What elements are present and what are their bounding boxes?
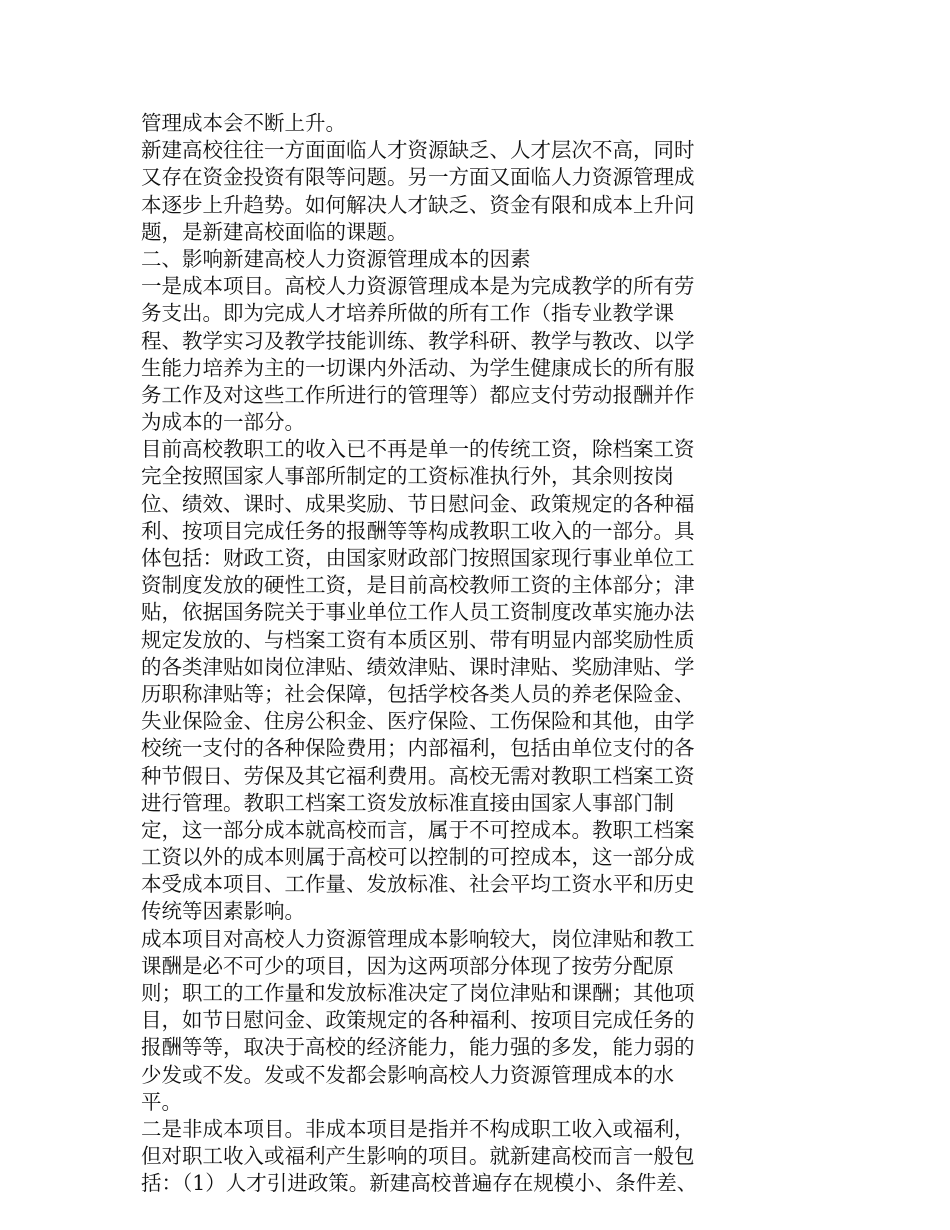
text-line: 务工作及对这些工作所进行的管理等）都应支付劳动报酬并作 [141,382,695,407]
text-line: 程、教学实习及教学技能训练、教学科研、教学与教改、以学 [141,328,695,353]
text-line: 成本项目对高校人力资源管理成本影响较大，岗位津贴和教工 [141,926,695,951]
text-line: 本受成本项目、工作量、发放标准、社会平均工资水平和历史 [141,872,695,897]
text-line: 定，这一部分成本就高校而言，属于不可控成本。教职工档案 [141,817,695,842]
text-line: 题，是新建高校面临的课题。 [141,219,408,244]
text-line: 本逐步上升趋势。如何解决人才缺乏、资金有限和成本上升问 [141,192,695,217]
text-line: 报酬等等，取决于高校的经济能力，能力强的多发，能力弱的 [141,1035,695,1060]
text-line: 体包括：财政工资，由国家财政部门按照国家现行事业单位工 [141,546,695,570]
text-line: 平。 [141,1089,182,1114]
text-line: 目，如节日慰问金、政策规定的各种福利、按项目完成任务的 [141,1008,695,1033]
text-line: 一是成本项目。高校人力资源管理成本是为完成教学的所有劳 [141,274,695,299]
text-line: 目前高校教职工的收入已不再是单一的传统工资，除档案工资 [141,437,695,462]
text-line: 种节假日、劳保及其它福利费用。高校无需对教职工档案工资 [141,763,695,788]
text-line: 历职称津贴等；社会保障，包括学校各类人员的养老保险金、 [141,681,695,706]
text-line: 生能力培养为主的一切课内外活动、为学生健康成长的所有服 [141,355,695,380]
text-line: 规定发放的、与档案工资有本质区别、带有明显内部奖励性质 [141,627,695,652]
text-line: 课酬是必不可少的项目，因为这两项部分体现了按劳分配原 [141,953,674,978]
text-line: 务支出。即为完成人才培养所做的所有工作（指专业教学课 [141,301,674,326]
text-line: 传统等因素影响。 [141,899,305,924]
text-line: 资制度发放的硬性工资，是目前高校教师工资的主体部分；津 [141,573,695,598]
text-line: 括：（1）人才引进政策。新建高校普遍存在规模小、条件差、 [141,1171,698,1196]
text-line: 二是非成本项目。非成本项目是指并不构成职工收入或福利， [141,1116,695,1141]
text-line: 校统一支付的各种保险费用；内部福利，包括由单位支付的各 [141,736,695,761]
text-line: 但对职工收入或福利产生影响的项目。就新建高校而言一般包 [141,1144,695,1169]
text-line: 位、绩效、课时、成果奖励、节日慰问金、政策规定的各种福 [141,491,695,516]
text-line: 贴，依据国务院关于事业单位工作人员工资制度改革实施办法 [141,600,695,625]
text-line: 工资以外的成本则属于高校可以控制的可控成本，这一部分成 [141,845,695,870]
text-line: 又存在资金投资有限等问题。另一方面又面临人力资源管理成 [141,165,695,190]
text-line: 少发或不发。发或不发都会影响高校人力资源管理成本的水 [141,1062,674,1087]
text-line: 则；职工的工作量和发放标准决定了岗位津贴和课酬；其他项 [141,981,695,1005]
text-line: 完全按照国家人事部所制定的工资标准执行外，其余则按岗 [141,464,674,489]
text-line: 进行管理。教职工档案工资发放标准直接由国家人事部门制 [141,790,674,815]
document-body-text [141,110,741,1198]
text-line: 为成本的一部分。 [141,410,305,435]
text-line: 失业保险金、住房公积金、医疗保险、工伤保险和其他，由学 [141,709,695,734]
text-line: 新建高校往往一方面面临人才资源缺乏、人才层次不高，同时 [141,138,695,163]
text-line: 管理成本会不断上升。 [141,111,346,135]
text-line: 利、按项目完成任务的报酬等等构成教职工收入的一部分。具 [141,518,695,543]
text-line: 的各类津贴如岗位津贴、绩效津贴、课时津贴、奖励津贴、学 [141,654,695,679]
section-heading: 二、影响新建高校人力资源管理成本的因素 [141,246,531,271]
